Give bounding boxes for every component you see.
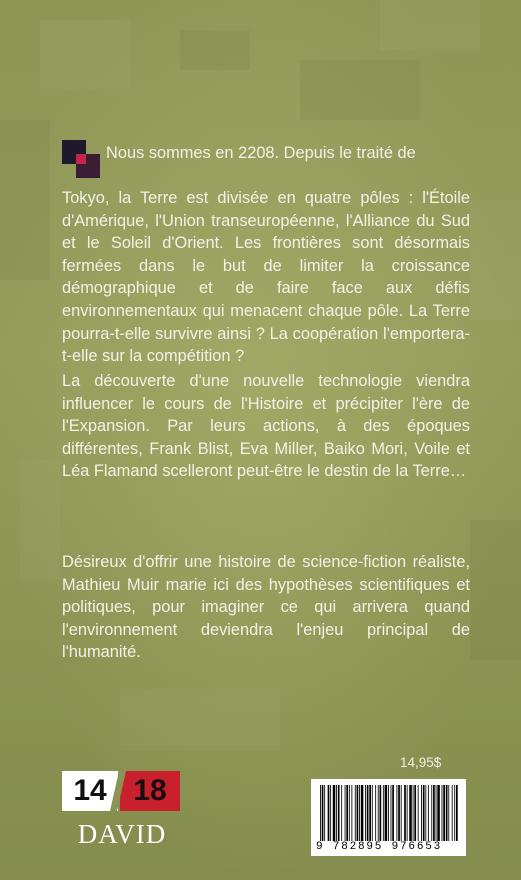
collection-label-right: 18 — [120, 771, 180, 811]
collection-label-left: 14 — [62, 771, 118, 811]
paragraph-3: Désireux d'offrir une histoire de science-fiction réaliste, Mathieu Muir marie ici des hypothèses scientifiques et politiques, pour imaginer ce qui arrivera quand l'environnement deviendra l'enjeu principal de l'humanité. — [62, 553, 470, 662]
publisher-logo — [62, 771, 182, 851]
slash-divider — [110, 771, 126, 811]
paragraph-2: La découverte d'une nouvelle technologie viendra influencer le cours de l'Histoire et précipiter l'ère de l'Expansion. Par leurs actions, à des époques différentes, Frank Blist, Eva Miller, Baiko Mori, Voile et Léa Flamand scelleront peut-être le destin de la Terre… — [62, 372, 470, 481]
price: 14,95$ — [400, 755, 442, 770]
paragraph-1: Tokyo, la Terre est divisée en quatre pôles : l'Étoile d'Amérique, l'Union transeuropéenne, l'Alliance du Sud et le Soleil d'Orient. Les frontières sont désormais fermées dans le but de limiter la croissance démographique et de faire face aux défis environnementaux qui menacent chaque pôle. La Terre pourra-t-elle survivre ainsi ? La coopération l'emportera-t-elle sur la compétition ? — [62, 189, 470, 366]
paragraph-1-first-line: Nous sommes en 2208. Depuis le traité de — [106, 144, 416, 162]
barcode-bars — [318, 785, 459, 841]
collection-logo-square — [62, 140, 100, 178]
isbn-number: 9 782895 976653 — [316, 841, 443, 853]
publisher-name: DAVID — [77, 819, 167, 849]
barcode — [311, 779, 466, 856]
